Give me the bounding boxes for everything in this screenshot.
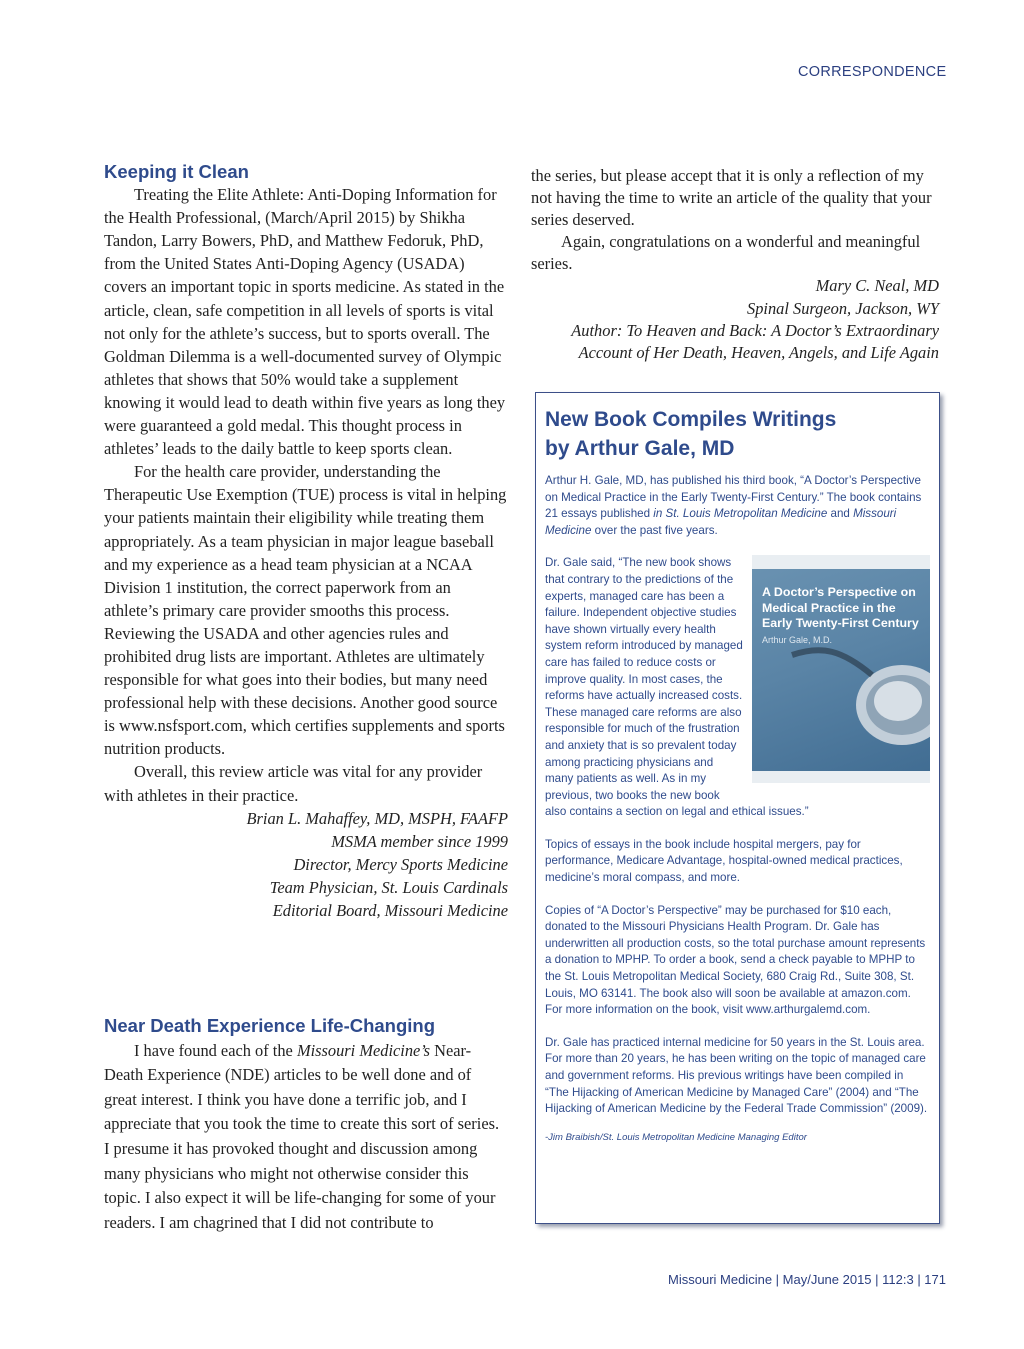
- stethoscope-illustration: [752, 555, 930, 783]
- box-credit: -Jim Braibish/St. Louis Metropolitan Medicine Managing Editor: [545, 1131, 807, 1143]
- letter-paragraph: [104, 1039, 508, 1236]
- box-title-line: by Arthur Gale, MD: [545, 437, 735, 460]
- text-run: over the past five years.: [591, 523, 718, 537]
- section-label: CORRESPONDENCE: [798, 64, 947, 80]
- book-announcement-box: [535, 392, 940, 1224]
- letter-continuation: [531, 165, 939, 364]
- book-announcement-content: [545, 405, 930, 1162]
- journal-name: Missouri Medicine’s: [296, 1040, 431, 1060]
- page-footer: Missouri Medicine | May/June 2015 | 112:3 | 171: [668, 1272, 946, 1287]
- text-run: Near-Death Experience (NDE) articles to be well done and of great interest. I think you have done a terrific job, and I appreciate that you took the time to create this sort of series. I presume it has provoked thought and discussion among many physicians who might not otherwise consider this topic. I also expect it will be life-changing for some of your readers. I am chagrined that I did not contribute to: [104, 1040, 500, 1232]
- signature-line: Spinal Surgeon, Jackson, WY: [747, 298, 939, 318]
- letter-paragraph: Overall, this review article was vital for any provider with athletes in their practice.: [104, 762, 483, 805]
- journal-name: Missouri Medicine: [545, 507, 897, 537]
- signature-line: Brian L. Mahaffey, MD, MSPH, FAAFP: [246, 808, 508, 828]
- box-paragraph: Dr. Gale said, “The new book shows that contrary to the predictions of the experts, managed care has been a failure. Independent objective studies have shown virtually every health system reform introduced by managed care has failed to reduce costs or improve quality. In most cases, the reforms have actually increased costs. These managed care reforms are also responsible for much of the frustration and anxiety that is so prevalent today among practicing physicians and many patients as well. As in my previous, two books the new book also contains a section on legal and ethical issues.”: [545, 556, 809, 819]
- signature-line: Account of Her Death, Heaven, Angels, and Life Again: [578, 342, 939, 362]
- text-run: and: [827, 507, 854, 521]
- signature-line: Team Physician, St. Louis Cardinals: [269, 877, 508, 897]
- letter-title: Keeping it Clean: [104, 161, 249, 182]
- cover-title: A Doctor’s Perspective on Medical Practice in the Early Twenty-First Century: [762, 585, 919, 631]
- box-paragraph: Dr. Gale has practiced internal medicine for 50 years in the St. Louis area. For more than 20 years, he has been writing on the topic of managed care and government reforms. His previous writings have been compiled in “The Hijacking of American Medicine by Managed Care” (2004) and “The Hijacking of American Medicine by the Federal Trade Commission” (2009).: [545, 1035, 928, 1116]
- text-run: Arthur H. Gale, MD, has published his third book, “A Doctor’s Perspective on Medical Practice in the Early Twenty-First Century.” The book contains 21 essays published: [545, 474, 922, 521]
- letter-paragraph: Again, congratulations on a wonderful and meaningful series.: [531, 232, 921, 274]
- signature-line: Author: To Heaven and Back: A Doctor’s Extraordinary: [571, 320, 939, 340]
- box-paragraph: Topics of essays in the book include hospital mergers, pay for performance, Medicare Advantage, hospital-owned medical practices, medicine’s moral compass, and more.: [545, 837, 903, 885]
- letter-signature: [531, 275, 939, 363]
- signature-line: Director, Mercy Sports Medicine: [293, 854, 508, 874]
- signature-line: Editorial Board, Missouri Medicine: [272, 901, 508, 920]
- cover-bottom-strip: [752, 771, 930, 783]
- cover-author: Arthur Gale, M.D.: [762, 635, 833, 646]
- text-run: I have found each of the: [134, 1040, 297, 1060]
- journal-name: in St. Louis Metropolitan Medicine: [653, 507, 828, 521]
- book-cover-image: [752, 555, 930, 783]
- box-title-line: New Book Compiles Writings: [545, 408, 837, 431]
- letter-keeping-it-clean: [104, 160, 508, 922]
- box-paragraph: [545, 473, 930, 539]
- letter-title: Near Death Experience Life-Changing: [104, 1015, 436, 1036]
- letter-paragraph: Treating the Elite Athlete: Anti-Doping Information for the Health Professional, (March/April 2015) by Shikha Tandon, Larry Bowers, PhD, and Matthew Fedoruk, PhD, from the United States Anti-Doping Agency (USADA) covers an important topic in sports medicine. As stated in the article, clean, safe competition in all levels of sports is vital not only for the athlete’s success, but to sports overall. The Goldman Dilemma is a well-documented survey of Olympic athletes that shows that 50% would take a supplement knowing it would lead to death within five years as long they were guaranteed a gold medal. This thought process in athletes’ leads to the daily battle to keep sports clean.: [104, 185, 506, 459]
- letter-paragraph: For the health care provider, understanding the Therapeutic Use Exemption (TUE) process is vital in helping your patients maintain their eligibility while treating them appropriately. As a team physician in major league baseball and my experience as a head team physician at a NCAA Division 1 institution, the correct paperwork from an athlete’s primary care provider smooths this process. Reviewing the USADA and other agencies rules and prohibited drug lists are important. Athletes are ultimately responsible for what goes into their bodies, but many need professional help with these decisions. Another good source is www.nsfsport.com, which certifies supplements and sports nutrition products.: [104, 462, 507, 759]
- letter-signature: [104, 807, 508, 922]
- signature-line: MSMA member since 1999: [331, 831, 508, 851]
- box-paragraph: Copies of “A Doctor’s Perspective” may be purchased for $10 each, donated to the Missouri Physicians Health Program. Dr. Gale has underwritten all production costs, so the total purchase amount represents a donation to MPHP. To order a book, send a check payable to MPHP to the St. Louis Metropolitan Medical Society, 680 Craig Rd., Suite 308, St. Louis, MO 63141. The book also will soon be available at amazon.com. For more information on the book, visit www.arthurgalemd.com.: [545, 903, 926, 1017]
- signature-line: Mary C. Neal, MD: [815, 276, 939, 296]
- box-title: [545, 405, 930, 463]
- letter-paragraph: the series, but please accept that it is only a reflection of my not having the time to write an article of the quality that your series deserved.: [531, 166, 932, 230]
- letter-near-death-experience: [104, 1014, 508, 1235]
